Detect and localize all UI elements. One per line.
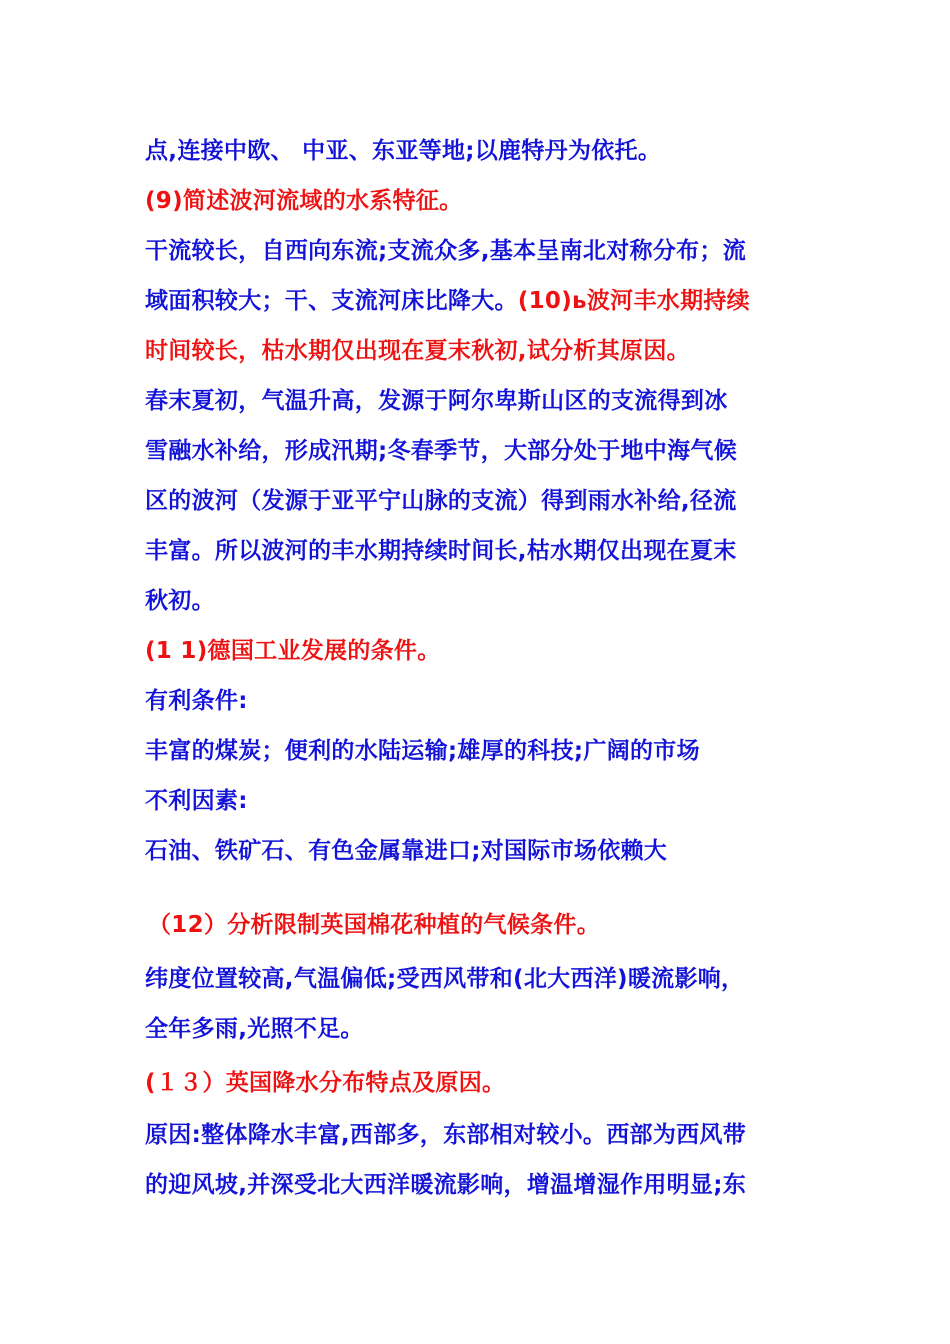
text-line: 的迎风坡,并深受北大西洋暖流影响，增温增湿作用明显;东 — [145, 1172, 747, 1198]
question-line: （12）分析限制英国棉花种植的气候条件。 — [148, 912, 601, 938]
text-line: 丰富。所以波河的丰水期持续时间长,枯水期仅出现在夏末 — [145, 538, 737, 564]
text-line: 秋初。 — [145, 588, 215, 614]
text-line: 区的波河（发源于亚平宁山脉的支流）得到雨水补给,径流 — [145, 488, 737, 514]
question-segment: (10)ь波河丰水期持续 — [517, 288, 750, 314]
text-line: 点,连接中欧、 中亚、东亚等地;以鹿特丹为依托。 — [145, 138, 662, 164]
text-line: 石油、铁矿石、有色金属靠进口;对国际市场依赖大 — [145, 838, 668, 864]
text-line: 纬度位置较高,气温偏低;受西风带和(北大西洋)暖流影响， — [145, 966, 745, 992]
question-line: (9)简述波河流域的水系特征。 — [145, 188, 463, 214]
question-line: 时间较长，枯水期仅出现在夏末秋初,试分析其原因。 — [145, 338, 690, 364]
answer-segment: 域面积较大；干、支流河床比降大。 — [145, 288, 518, 314]
text-line: 不利因素: — [145, 788, 248, 814]
text-line: 原因:整体降水丰富,西部多，东部相对较小。西部为西风带 — [145, 1122, 747, 1148]
text-line: 雪融水补给，形成汛期;冬春季节，大部分处于地中海气候 — [145, 438, 737, 464]
text-line: 有利条件: — [145, 688, 248, 714]
text-line: 全年多雨,光照不足。 — [145, 1016, 364, 1042]
mixed-line — [145, 286, 750, 316]
text-line: 春末夏初，气温升高，发源于阿尔卑斯山区的支流得到冰 — [145, 388, 728, 414]
text-line: 干流较长，自西向东流;支流众多,基本呈南北对称分布；流 — [145, 238, 747, 264]
text-line: 丰富的煤炭；便利的水陆运输;雄厚的科技;广阔的市场 — [145, 738, 700, 764]
question-line: (１３）英国降水分布特点及原因。 — [145, 1070, 506, 1096]
question-line: (1 1)德国工业发展的条件。 — [145, 638, 441, 664]
